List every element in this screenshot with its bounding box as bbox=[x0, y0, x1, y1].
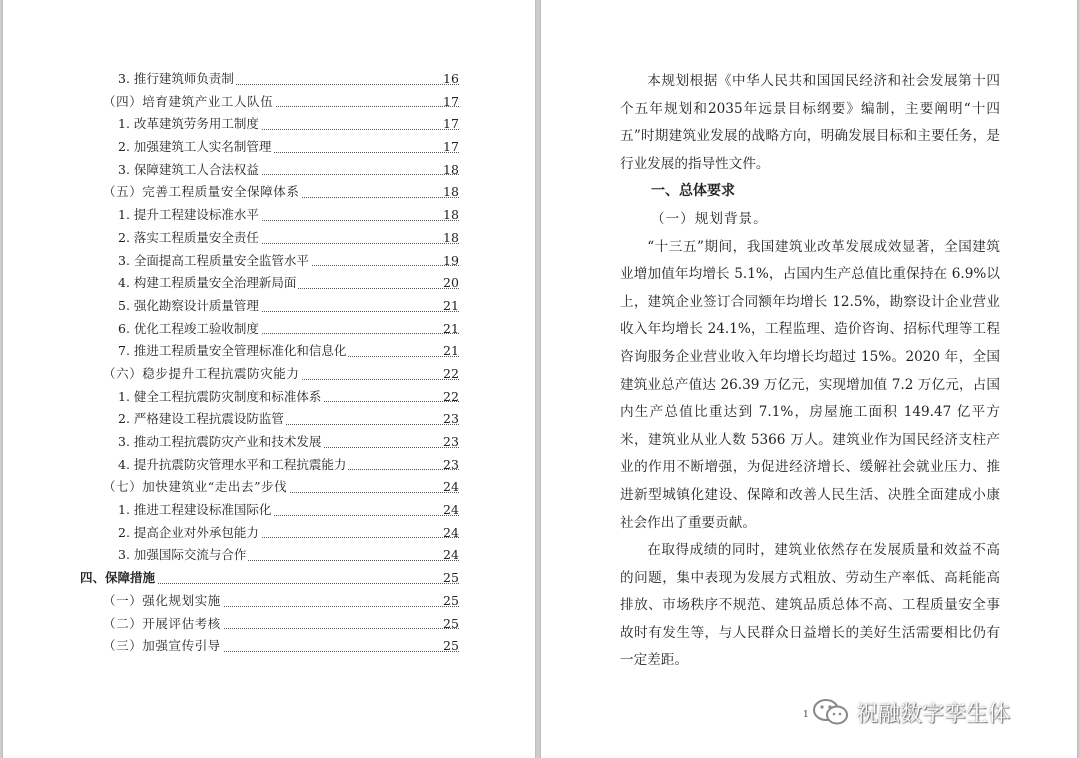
toc-entry-label: 2. 落实工程质量安全责任 bbox=[118, 227, 261, 250]
toc-entry-label: （五）完善工程质量安全保障体系 bbox=[103, 181, 302, 204]
toc-entry-label: （六）稳步提升工程抗震防灾能力 bbox=[103, 363, 302, 386]
toc-entry bbox=[0, 272, 532, 295]
problems-paragraph: 在取得成绩的同时，建筑业依然存在发展质量和效益不高的问题，集中表现为发展方式粗放、劳动生产率低、高耗能高排放、市场秩序不规范、建筑品质总体不高、工程质量安全事故时有发生等，与人民群众日益增长的美好生活需要相比仍有一定差距。 bbox=[620, 542, 1000, 669]
toc-entry bbox=[0, 590, 532, 613]
toc-entry-page: 25 bbox=[443, 592, 459, 608]
toc-entry-label: 2. 加强建筑工人实名制管理 bbox=[118, 136, 273, 159]
toc-entry bbox=[0, 318, 532, 341]
toc-entry bbox=[0, 159, 532, 182]
toc-entry-page: 21 bbox=[443, 297, 459, 313]
toc-entry-label: 5. 强化勘察设计质量管理 bbox=[118, 295, 261, 318]
toc-entry bbox=[0, 386, 532, 409]
toc-entry-page: 23 bbox=[443, 411, 459, 427]
background-paragraph: “十三五”期间，我国建筑业改革发展成效显著，全国建筑业增加值年均增长 5.1%，占国内生产总值比重保持在 6.9%以上，建筑企业签订合同额年均增长 12.5%，勘察设计企业营业收入年均增长 24.1%，工程监理、造价咨询、招标代理等工程咨询服务企业营业收入年均增长均超过 15%。2020 年，全国建筑业总产值达 26.39 万亿元，实现增加值 7.2 万亿元，占国内生产总值比重达到 7.1%，房屋施工面积 149.47 亿平方米，建筑业从业人数 5366 万人。建筑业作为国民经济支柱产业的作用不断增强，为促进经济增长、缓解社会就业压力、推进新型城镇化建设、保障和改善人民生活、决胜全面建成小康社会作出了重要贡献。 bbox=[620, 238, 1000, 531]
toc-entry-label: 7. 推进工程质量安全管理标准化和信息化 bbox=[118, 340, 348, 363]
toc-entry-label: 1. 提升工程建设标准水平 bbox=[118, 204, 261, 227]
toc-entry-page: 24 bbox=[443, 502, 459, 518]
toc-entry-label: 3. 全面提高工程质量安全监管水平 bbox=[118, 250, 311, 273]
toc-entry-label: 4. 构建工程质量安全治理新局面 bbox=[118, 272, 298, 295]
toc-entry-label: （七）加快建筑业“走出去”步伐 bbox=[103, 476, 289, 499]
toc-entry-page: 22 bbox=[443, 365, 459, 381]
toc-entry bbox=[0, 544, 532, 567]
toc-entry-page: 19 bbox=[443, 252, 459, 268]
body-text bbox=[620, 68, 1000, 675]
subsection-heading: （一）规划背景。 bbox=[651, 210, 768, 227]
toc-entry-label: 1. 推进工程建设标准国际化 bbox=[118, 499, 273, 522]
toc-entry-label: 3. 保障建筑工人合法权益 bbox=[118, 159, 261, 182]
toc-entry-label: 2. 提高企业对外承包能力 bbox=[118, 522, 261, 545]
toc-entry-page: 23 bbox=[443, 456, 459, 472]
toc-entry-page: 23 bbox=[443, 434, 459, 449]
toc-entry-label: （一）强化规划实施 bbox=[103, 590, 223, 613]
section-heading: 一、总体要求 bbox=[651, 183, 735, 200]
toc-entry-page: 24 bbox=[443, 547, 459, 563]
toc-entry bbox=[0, 91, 532, 114]
toc-entry bbox=[0, 181, 532, 204]
toc-entry-label: 3. 加强国际交流与合作 bbox=[118, 544, 248, 567]
toc-entry-page: 24 bbox=[443, 479, 459, 495]
toc-entry-label: 3. 推行建筑师负责制 bbox=[118, 68, 236, 91]
toc-entry bbox=[0, 635, 532, 658]
toc-entry bbox=[0, 499, 532, 522]
toc-entry-page: 18 bbox=[443, 207, 459, 223]
watermark-text: 祝融数字孪生体 bbox=[856, 701, 1011, 727]
toc-entry-page: 20 bbox=[443, 275, 459, 291]
toc-entry-label: 4. 提升抗震防灾管理水平和工程抗震能力 bbox=[118, 454, 348, 477]
toc-entry-label: 2. 严格建设工程抗震设防监管 bbox=[118, 408, 286, 431]
toc-entry-page: 16 bbox=[443, 71, 459, 86]
toc-entry bbox=[0, 522, 532, 545]
toc-entry-page: 25 bbox=[443, 638, 459, 654]
toc-entry-page: 22 bbox=[443, 388, 459, 404]
page-number: 1 bbox=[803, 710, 809, 720]
toc-entry bbox=[0, 613, 532, 636]
toc-entry bbox=[0, 431, 532, 454]
toc-entry bbox=[0, 363, 532, 386]
toc-entry bbox=[0, 476, 532, 499]
toc-entry-page: 25 bbox=[443, 615, 459, 631]
toc-entry-label: 6. 优化工程竣工验收制度 bbox=[118, 318, 261, 341]
toc-entry bbox=[0, 113, 532, 136]
toc-entry bbox=[0, 227, 532, 250]
wechat-icon bbox=[812, 697, 850, 727]
toc-entry-label: 四、保障措施 bbox=[80, 567, 157, 590]
toc-entry-page: 18 bbox=[443, 229, 459, 245]
toc-entry-page: 24 bbox=[443, 524, 459, 540]
toc-entry bbox=[0, 408, 532, 431]
toc-entry bbox=[0, 250, 532, 273]
toc-entry-page: 17 bbox=[443, 116, 459, 132]
toc-entry-label: 1. 改革建筑劳务用工制度 bbox=[118, 113, 261, 136]
toc-entry-page: 18 bbox=[443, 184, 459, 200]
toc-entry bbox=[0, 204, 532, 227]
toc-entry-label: 1. 健全工程抗震防灾制度和标准体系 bbox=[118, 386, 323, 409]
table-of-contents bbox=[0, 68, 532, 658]
watermark bbox=[812, 694, 1010, 730]
toc-entry-label: （二）开展评估考核 bbox=[103, 613, 223, 636]
toc-entry bbox=[0, 567, 532, 590]
toc-entry bbox=[0, 454, 532, 477]
toc-entry-label: （三）加强宣传引导 bbox=[103, 635, 223, 658]
toc-entry-page: 17 bbox=[443, 139, 459, 155]
toc-entry bbox=[0, 136, 532, 159]
toc-entry bbox=[0, 68, 532, 91]
toc-entry-page: 21 bbox=[443, 320, 459, 336]
toc-entry-label: （四）培育建筑产业工人队伍 bbox=[103, 91, 275, 114]
toc-entry-page: 17 bbox=[443, 93, 459, 109]
toc-entry bbox=[0, 340, 532, 363]
intro-paragraph: 本规划根据《中华人民共和国国民经济和社会发展第十四个五年规划和2035年远景目标纲要》编制，主要阐明“十四五”时期建筑业发展的战略方向，明确发展目标和主要任务，是行业发展的指导性文件。 bbox=[620, 73, 1000, 172]
toc-entry bbox=[0, 295, 532, 318]
toc-entry-page: 21 bbox=[443, 343, 459, 359]
toc-entry-page: 18 bbox=[443, 161, 459, 177]
toc-entry-label: 3. 推动工程抗震防灾产业和技术发展 bbox=[118, 431, 323, 454]
toc-entry-page: 25 bbox=[443, 570, 459, 586]
